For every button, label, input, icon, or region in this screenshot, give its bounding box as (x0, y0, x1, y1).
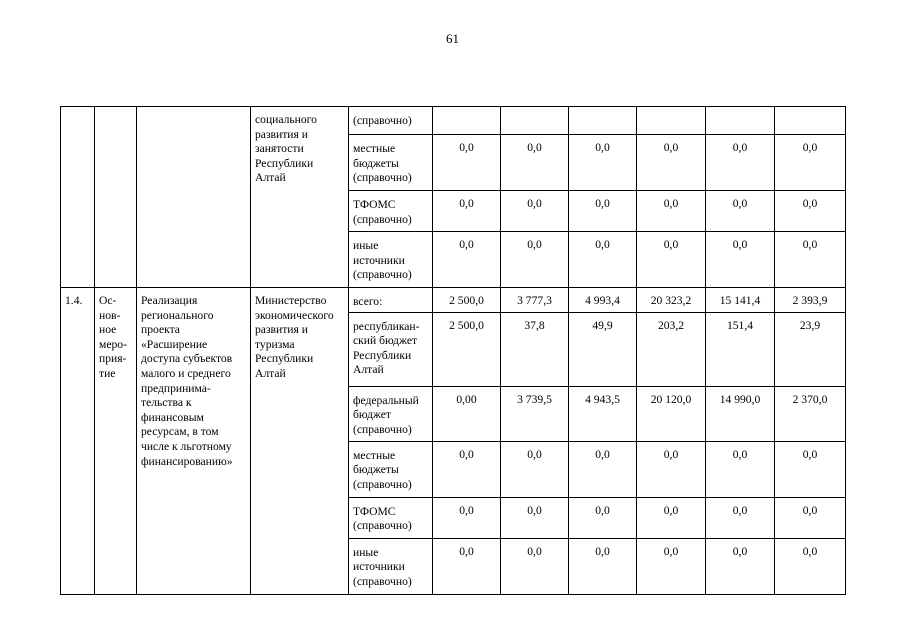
year-value-cell: 0,0 (433, 538, 501, 594)
measure-type-cell-line: Ос- (99, 294, 117, 307)
year-value-cell: 0,0 (433, 135, 501, 191)
year-value-cell: 0,0 (637, 191, 706, 232)
year-value-cell: 0,0 (433, 232, 501, 288)
year-value-cell (775, 107, 846, 135)
funding-source-cell-line: всего: (353, 295, 383, 308)
year-value-cell: 0,0 (569, 191, 637, 232)
funding-source-cell-line: (справочно) (353, 422, 412, 436)
funding-source-cell-line: (справочно) (353, 212, 412, 226)
year-value-cell: 0,0 (637, 441, 706, 497)
measure-number-cell (61, 288, 95, 595)
executor-cell (251, 107, 349, 288)
measure-name-cell-line: предпринима- (141, 381, 211, 395)
funding-source-cell-line: источники (353, 253, 405, 267)
year-value-cell: 0,0 (706, 538, 775, 594)
year-value-cell: 0,0 (501, 441, 569, 497)
year-value-cell: 2 500,0 (433, 288, 501, 313)
year-value-cell: 37,8 (501, 312, 569, 386)
funding-source-cell (349, 288, 433, 313)
measure-name-cell-line: ресурсам, в том (141, 425, 219, 439)
funding-source-cell (349, 312, 433, 386)
funding-source-cell-line: местные (353, 448, 396, 462)
year-value-cell: 0,0 (706, 441, 775, 497)
measure-name-cell-line: проекта (141, 323, 180, 337)
year-value-cell: 0,0 (706, 232, 775, 288)
measure-name-cell-line: доступа субъектов (141, 352, 233, 366)
executor-cell-line: занятости (255, 142, 304, 156)
year-value-cell: 0,0 (433, 497, 501, 538)
year-value-cell (433, 107, 501, 135)
funding-source-cell (349, 497, 433, 538)
year-value-cell: 0,0 (775, 441, 846, 497)
executor-cell-line: экономического (255, 308, 334, 322)
year-value-cell: 0,0 (501, 232, 569, 288)
funding-source-cell (349, 386, 433, 441)
funding-source-cell-line: Алтай (353, 363, 384, 377)
measure-name-cell-line: финансированию» (141, 454, 233, 468)
year-value-cell: 0,0 (501, 135, 569, 191)
year-value-cell: 4 943,5 (569, 386, 637, 441)
measure-name-cell (137, 107, 251, 288)
year-value-cell: 0,0 (775, 135, 846, 191)
funding-source-cell (349, 232, 433, 288)
funding-source-cell-line: местные (353, 142, 396, 155)
funding-source-cell-line: (справочно) (353, 268, 412, 282)
year-value-cell: 20 323,2 (637, 288, 706, 313)
year-value-cell (501, 107, 569, 135)
year-value-cell: 14 990,0 (706, 386, 775, 441)
year-value-cell: 0,0 (433, 191, 501, 232)
funding-source-cell-line: источники (353, 560, 405, 574)
year-value-cell: 0,0 (637, 497, 706, 538)
measure-type-cell (95, 107, 137, 288)
year-value-cell (637, 107, 706, 135)
year-value-cell: 0,0 (637, 538, 706, 594)
executor-cell-line: Республики (255, 352, 314, 366)
year-value-cell: 203,2 (637, 312, 706, 386)
year-value-cell: 0,0 (775, 191, 846, 232)
measure-name-cell-line: Реализация (141, 294, 198, 307)
measure-name-cell-line: регионального (141, 308, 214, 322)
measure-name-cell (137, 288, 251, 595)
funding-source-cell-line: (справочно) (353, 171, 412, 185)
measure-type-cell-line: ное (99, 323, 117, 337)
measure-name-cell-line: малого и среднего (141, 366, 231, 380)
year-value-cell: 2 393,9 (775, 288, 846, 313)
executor-cell-line: социального (255, 113, 317, 126)
measure-name-cell-line: тельства к (141, 396, 192, 410)
executor-cell-line: Алтай (255, 366, 286, 380)
funding-source-cell-line: Республики (353, 348, 412, 362)
year-value-cell: 0,0 (775, 538, 846, 594)
funding-source-cell-line: ТФОМС (353, 198, 396, 211)
year-value-cell: 0,0 (775, 497, 846, 538)
measure-number-cell-line: 1.4. (65, 294, 83, 307)
year-value-cell: 0,0 (637, 135, 706, 191)
measure-type-cell-line: прия- (99, 352, 127, 366)
year-value-cell: 0,0 (706, 191, 775, 232)
year-value-cell: 4 993,4 (569, 288, 637, 313)
funding-source-cell-line: (справочно) (353, 574, 412, 588)
funding-source-cell-line: федеральный (353, 393, 419, 407)
executor-cell-line: развития и (255, 323, 308, 337)
year-value-cell: 0,0 (569, 497, 637, 538)
year-value-cell (569, 107, 637, 135)
funding-source-cell-line: иные (353, 545, 379, 559)
funding-source-cell-line: бюджеты (353, 463, 399, 477)
measure-name-cell-line: числе к льготному (141, 439, 232, 453)
table-row (61, 107, 846, 135)
year-value-cell: 0,00 (433, 386, 501, 441)
measure-type-cell-line: нов- (99, 308, 121, 322)
year-value-cell: 0,0 (706, 135, 775, 191)
measure-number-cell (61, 107, 95, 288)
funding-source-cell-line: ский бюджет (353, 334, 418, 348)
year-value-cell: 151,4 (706, 312, 775, 386)
year-value-cell: 0,0 (775, 232, 846, 288)
funding-source-cell-line: (справочно) (353, 477, 412, 491)
measure-name-cell-line: «Расширение (141, 337, 208, 351)
funding-source-cell (349, 191, 433, 232)
year-value-cell: 23,9 (775, 312, 846, 386)
funding-source-cell-line: (справочно) (353, 114, 412, 127)
year-value-cell: 2 370,0 (775, 386, 846, 441)
year-value-cell: 0,0 (501, 191, 569, 232)
budget-table (60, 106, 846, 595)
year-value-cell: 0,0 (569, 441, 637, 497)
year-value-cell: 3 739,5 (501, 386, 569, 441)
executor-cell-line: Алтай (255, 171, 286, 185)
measure-name-cell-line: финансовым (141, 410, 204, 424)
year-value-cell: 0,0 (569, 538, 637, 594)
year-value-cell: 0,0 (569, 232, 637, 288)
funding-source-cell-line: бюджет (353, 408, 391, 422)
year-value-cell: 0,0 (637, 232, 706, 288)
year-value-cell: 0,0 (501, 538, 569, 594)
executor-cell-line: Республики (255, 156, 314, 170)
funding-source-cell-line: республикан- (353, 319, 420, 333)
year-value-cell: 0,0 (569, 135, 637, 191)
executor-cell-line: Министерство (255, 294, 327, 307)
page-number: 61 (446, 31, 459, 46)
measure-type-cell (95, 288, 137, 595)
funding-source-cell (349, 538, 433, 594)
executor-cell-line: туризма (255, 337, 295, 351)
funding-source-cell-line: ТФОМС (353, 504, 396, 518)
year-value-cell: 2 500,0 (433, 312, 501, 386)
measure-type-cell-line: меро- (99, 337, 127, 351)
measure-type-cell-line: тие (99, 366, 116, 380)
year-value-cell: 20 120,0 (637, 386, 706, 441)
year-value-cell: 0,0 (501, 497, 569, 538)
table-row (61, 288, 846, 313)
year-value-cell: 0,0 (433, 441, 501, 497)
year-value-cell (706, 107, 775, 135)
funding-source-cell (349, 135, 433, 191)
year-value-cell: 49,9 (569, 312, 637, 386)
funding-source-cell (349, 441, 433, 497)
executor-cell (251, 288, 349, 595)
budget-table-body (61, 107, 846, 595)
funding-source-cell-line: бюджеты (353, 156, 399, 170)
executor-cell-line: развития и (255, 127, 308, 141)
year-value-cell: 0,0 (706, 497, 775, 538)
funding-source-cell-line: (справочно) (353, 519, 412, 533)
year-value-cell: 15 141,4 (706, 288, 775, 313)
funding-source-cell (349, 107, 433, 135)
year-value-cell: 3 777,3 (501, 288, 569, 313)
funding-source-cell-line: иные (353, 239, 379, 252)
